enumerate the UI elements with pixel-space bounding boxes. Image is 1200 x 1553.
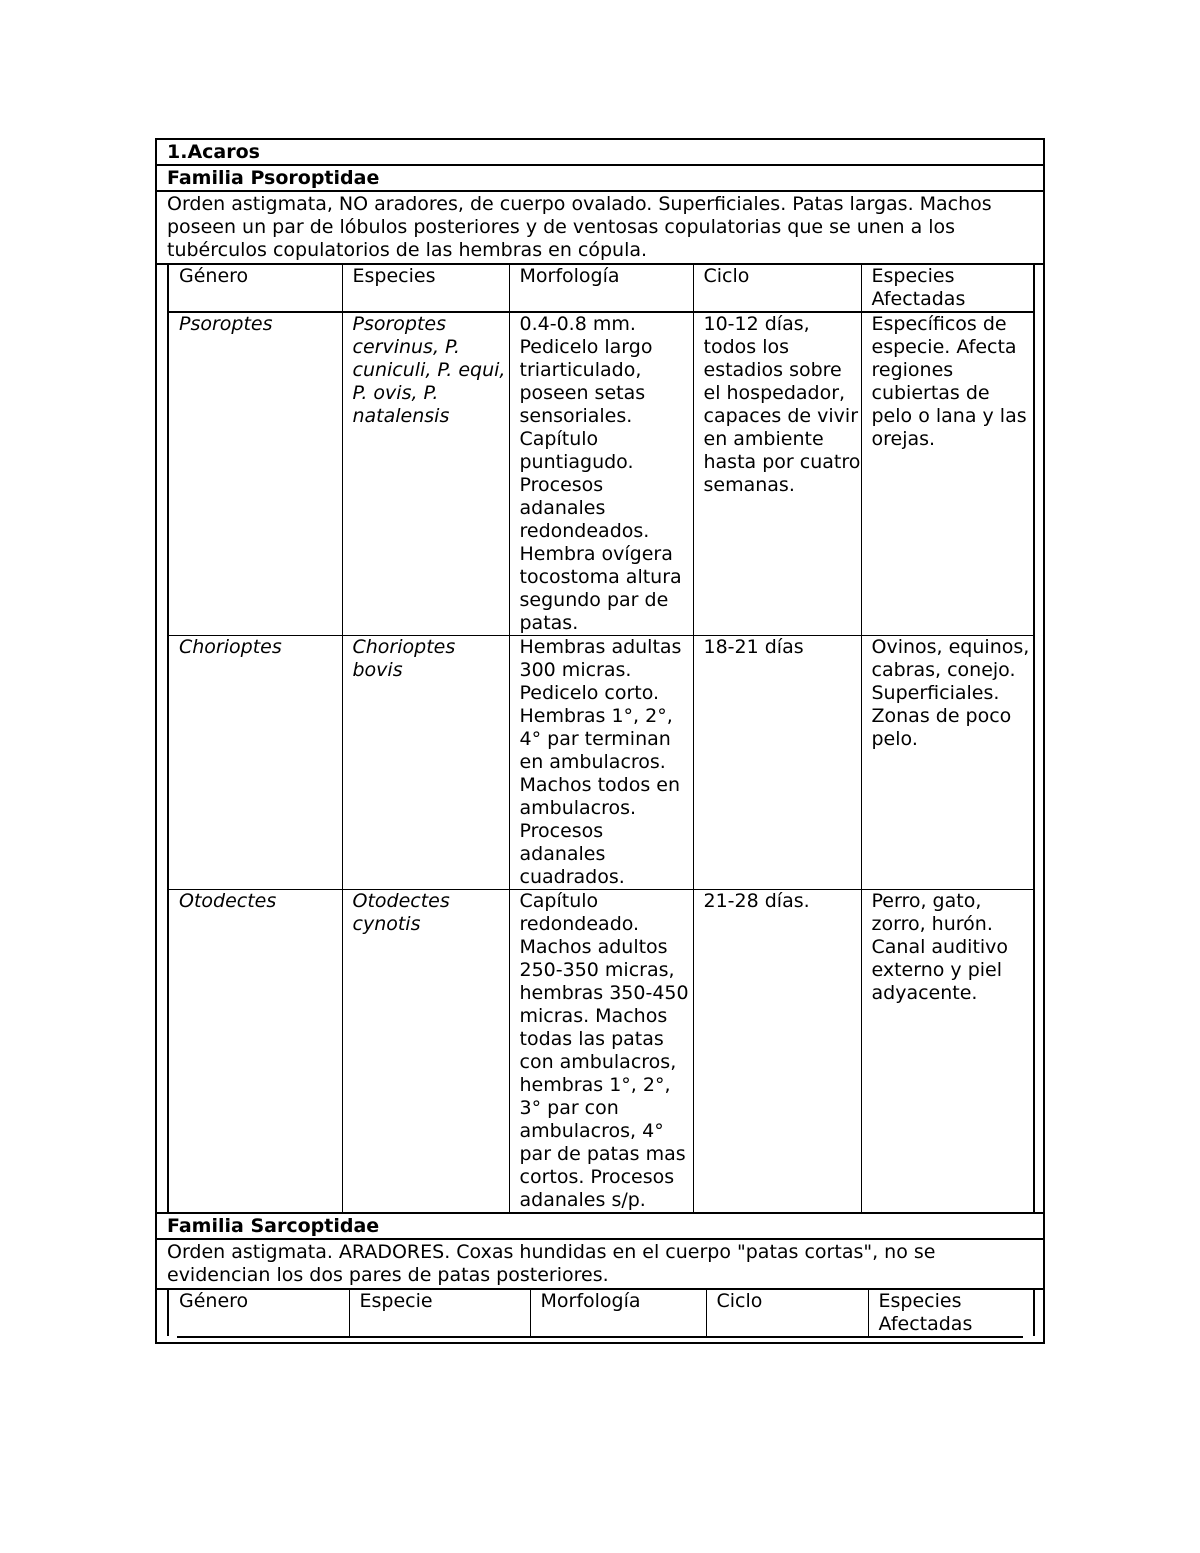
cell-genero: Otodectes — [168, 890, 342, 1213]
cell-especies: Chorioptes bovis — [342, 636, 509, 890]
header-ciclo: Ciclo — [693, 265, 861, 312]
sarcoptidae-table — [167, 1290, 1035, 1336]
header-especie: Especie — [349, 1290, 530, 1336]
family-psoroptidae-description: Orden astigmata, NO aradores, de cuerpo ovalado. Superficiales. Patas largas. Machos poseen un par de lóbulos posteriores y de ventosas copulatorias que se unen a los tubérculos copulatorios de las hembras en cópula. — [157, 192, 1043, 265]
table-row — [168, 890, 1034, 1213]
header-morfologia: Morfología — [530, 1290, 706, 1336]
sarcoptidae-table-wrap — [157, 1290, 1043, 1342]
cell-morfologia: 0.4-0.8 mm. Pedicelo largo triarticulado, poseen setas sensoriales. Capítulo puntiagudo. Procesos adanales redondeados. Hembra ovígera tocostoma altura segundo par de patas. — [509, 312, 693, 636]
family-psoroptidae-title: Familia Psoroptidae — [157, 166, 1043, 192]
cell-especies: Otodectes cynotis — [342, 890, 509, 1213]
cell-morfologia: Hembras adultas 300 micras. Pedicelo corto. Hembras 1°, 2°, 4° par terminan en ambulacros. Machos todos en ambulacros. Procesos adanales cuadrados. — [509, 636, 693, 890]
cell-afectadas: Específicos de especie. Afecta regiones cubiertas de pelo o lana y las orejas. — [861, 312, 1034, 636]
header-morfologia: Morfología — [509, 265, 693, 312]
table-row — [168, 636, 1034, 890]
header-genero: Género — [168, 265, 342, 312]
header-especies-afectadas: Especies Afectadas — [861, 265, 1034, 312]
header-especies: Especies — [342, 265, 509, 312]
cell-genero: Psoroptes — [168, 312, 342, 636]
header-genero: Género — [168, 1290, 349, 1336]
cell-morfologia: Capítulo redondeado. Machos adultos 250-350 micras, hembras 350-450 micras. Machos todas las patas con ambulacros, hembras 1°, 2°, 3° par con ambulacros, 4° par de patas mas cortos. Procesos adanales s/p. — [509, 890, 693, 1213]
family-sarcoptidae-title: Familia Sarcoptidae — [157, 1214, 1043, 1240]
document-table — [155, 138, 1045, 1344]
cell-ciclo: 18-21 días — [693, 636, 861, 890]
cell-ciclo: 10-12 días, todos los estadios sobre el hospedador, capaces de vivir en ambiente hasta por cuatro semanas. — [693, 312, 861, 636]
cell-genero: Chorioptes — [168, 636, 342, 890]
table-bottom-rule — [177, 1336, 1023, 1342]
family-sarcoptidae-description: Orden astigmata. ARADORES. Coxas hundidas en el cuerpo "patas cortas", no se evidencian los dos pares de patas posteriores. — [157, 1240, 1043, 1290]
cell-especies: Psoroptes cervinus, P. cuniculi, P. equi, P. ovis, P. natalensis — [342, 312, 509, 636]
section-title: 1.Acaros — [157, 140, 1043, 166]
table-header-row — [168, 1290, 1034, 1336]
table-row — [168, 312, 1034, 636]
header-especies-afectadas: Especies Afectadas — [868, 1290, 1034, 1336]
header-ciclo: Ciclo — [706, 1290, 868, 1336]
table-header-row — [168, 265, 1034, 312]
cell-ciclo: 21-28 días. — [693, 890, 861, 1213]
psoroptidae-table — [167, 265, 1035, 1212]
cell-afectadas: Perro, gato, zorro, hurón. Canal auditivo externo y piel adyacente. — [861, 890, 1034, 1213]
cell-afectadas: Ovinos, equinos, cabras, conejo. Superficiales. Zonas de poco pelo. — [861, 636, 1034, 890]
psoroptidae-table-wrap — [157, 265, 1043, 1214]
